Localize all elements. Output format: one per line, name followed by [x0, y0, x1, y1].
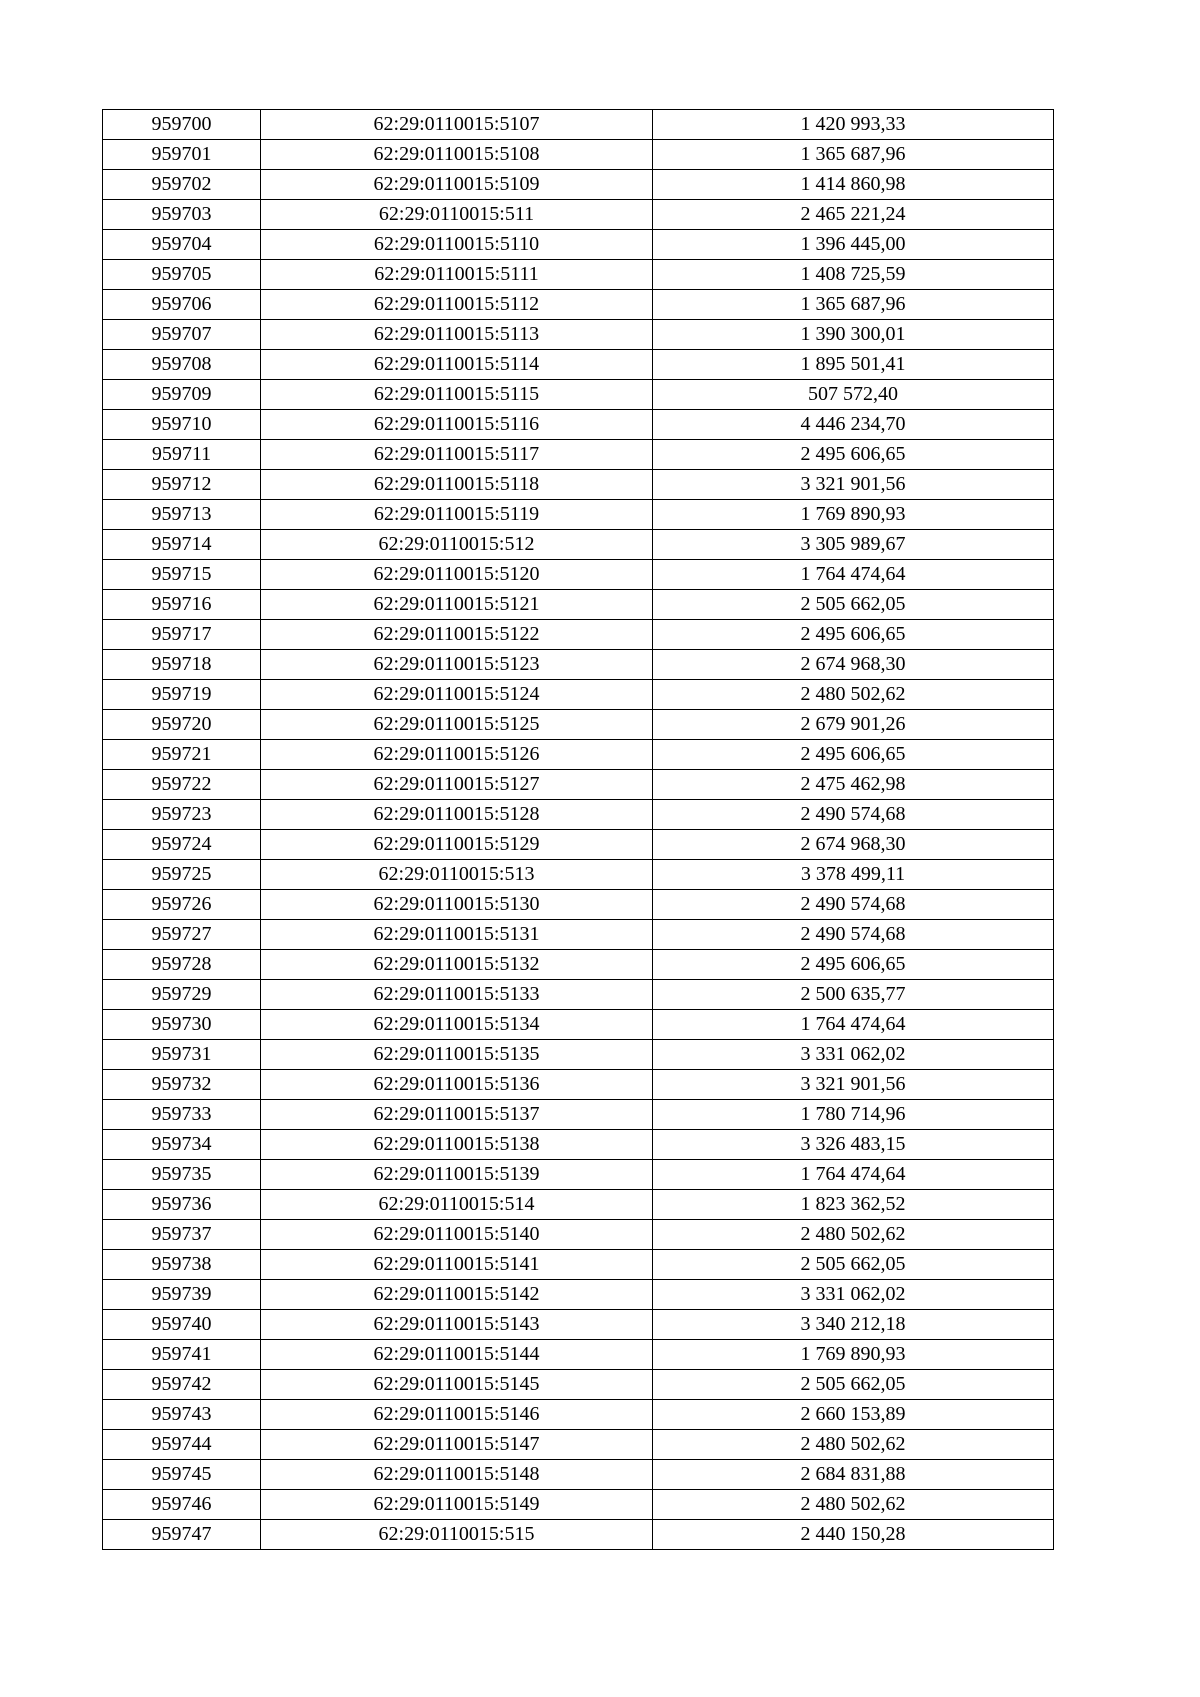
table-row [103, 980, 1054, 1010]
row-number-cell: 959709 [103, 380, 261, 410]
cadastral-value-cell: 3 340 212,18 [653, 1310, 1054, 1340]
cadastral-number-cell: 62:29:0110015:5137 [261, 1100, 653, 1130]
row-number-cell: 959728 [103, 950, 261, 980]
cadastral-number-cell: 62:29:0110015:514 [261, 1190, 653, 1220]
row-number-cell: 959743 [103, 1400, 261, 1430]
cadastral-value-cell: 2 674 968,30 [653, 830, 1054, 860]
table-row [103, 620, 1054, 650]
cadastral-value-cell: 2 480 502,62 [653, 1430, 1054, 1460]
row-number-cell: 959744 [103, 1430, 261, 1460]
row-number-cell: 959715 [103, 560, 261, 590]
table-row [103, 260, 1054, 290]
cadastral-value-cell: 2 490 574,68 [653, 800, 1054, 830]
cadastral-number-cell: 62:29:0110015:5131 [261, 920, 653, 950]
table-row [103, 1220, 1054, 1250]
cadastral-number-cell: 62:29:0110015:5142 [261, 1280, 653, 1310]
cadastral-number-cell: 62:29:0110015:5136 [261, 1070, 653, 1100]
cadastral-value-cell: 507 572,40 [653, 380, 1054, 410]
row-number-cell: 959710 [103, 410, 261, 440]
cadastral-value-cell: 1 414 860,98 [653, 170, 1054, 200]
row-number-cell: 959740 [103, 1310, 261, 1340]
cadastral-number-cell: 62:29:0110015:515 [261, 1520, 653, 1550]
row-number-cell: 959724 [103, 830, 261, 860]
cadastral-number-cell: 62:29:0110015:5146 [261, 1400, 653, 1430]
table-row [103, 740, 1054, 770]
table-row [103, 1250, 1054, 1280]
table-row [103, 1490, 1054, 1520]
row-number-cell: 959708 [103, 350, 261, 380]
table-row [103, 590, 1054, 620]
cadastral-number-cell: 62:29:0110015:5107 [261, 110, 653, 140]
table-row [103, 110, 1054, 140]
cadastral-number-cell: 62:29:0110015:5128 [261, 800, 653, 830]
cadastral-number-cell: 62:29:0110015:5133 [261, 980, 653, 1010]
table-row [103, 830, 1054, 860]
cadastral-value-cell: 2 480 502,62 [653, 1490, 1054, 1520]
row-number-cell: 959731 [103, 1040, 261, 1070]
cadastral-value-cell: 1 764 474,64 [653, 1160, 1054, 1190]
cadastral-number-cell: 62:29:0110015:5122 [261, 620, 653, 650]
cadastral-number-cell: 62:29:0110015:5112 [261, 290, 653, 320]
cadastral-number-cell: 62:29:0110015:5121 [261, 590, 653, 620]
cadastral-number-cell: 62:29:0110015:5114 [261, 350, 653, 380]
row-number-cell: 959702 [103, 170, 261, 200]
cadastral-value-cell: 1 390 300,01 [653, 320, 1054, 350]
table-row [103, 1100, 1054, 1130]
cadastral-value-cell: 1 764 474,64 [653, 560, 1054, 590]
cadastral-number-cell: 62:29:0110015:5110 [261, 230, 653, 260]
cadastral-value-cell: 1 780 714,96 [653, 1100, 1054, 1130]
cadastral-value-cell: 2 505 662,05 [653, 590, 1054, 620]
table-row [103, 1040, 1054, 1070]
cadastral-value-cell: 2 440 150,28 [653, 1520, 1054, 1550]
cadastral-number-cell: 62:29:0110015:5124 [261, 680, 653, 710]
cadastral-number-cell: 62:29:0110015:5117 [261, 440, 653, 470]
cadastral-number-cell: 62:29:0110015:5116 [261, 410, 653, 440]
row-number-cell: 959735 [103, 1160, 261, 1190]
cadastral-value-cell: 2 465 221,24 [653, 200, 1054, 230]
row-number-cell: 959742 [103, 1370, 261, 1400]
table-row [103, 1460, 1054, 1490]
cadastral-value-cell: 2 495 606,65 [653, 620, 1054, 650]
table-row [103, 650, 1054, 680]
cadastral-value-table [102, 109, 1054, 1550]
row-number-cell: 959706 [103, 290, 261, 320]
row-number-cell: 959725 [103, 860, 261, 890]
cadastral-number-cell: 62:29:0110015:5135 [261, 1040, 653, 1070]
table-row [103, 1160, 1054, 1190]
cadastral-value-cell: 2 480 502,62 [653, 1220, 1054, 1250]
row-number-cell: 959726 [103, 890, 261, 920]
cadastral-number-cell: 62:29:0110015:5130 [261, 890, 653, 920]
cadastral-number-cell: 62:29:0110015:5147 [261, 1430, 653, 1460]
table-row [103, 470, 1054, 500]
row-number-cell: 959734 [103, 1130, 261, 1160]
row-number-cell: 959720 [103, 710, 261, 740]
table-row [103, 140, 1054, 170]
table-row [103, 200, 1054, 230]
row-number-cell: 959747 [103, 1520, 261, 1550]
cadastral-value-cell: 3 331 062,02 [653, 1040, 1054, 1070]
table-row [103, 350, 1054, 380]
row-number-cell: 959732 [103, 1070, 261, 1100]
row-number-cell: 959701 [103, 140, 261, 170]
table-row [103, 500, 1054, 530]
table-row [103, 230, 1054, 260]
cadastral-value-cell: 2 495 606,65 [653, 440, 1054, 470]
cadastral-value-cell: 2 495 606,65 [653, 740, 1054, 770]
cadastral-value-cell: 4 446 234,70 [653, 410, 1054, 440]
cadastral-value-cell: 2 505 662,05 [653, 1250, 1054, 1280]
cadastral-value-cell: 1 823 362,52 [653, 1190, 1054, 1220]
row-number-cell: 959716 [103, 590, 261, 620]
cadastral-number-cell: 62:29:0110015:5115 [261, 380, 653, 410]
row-number-cell: 959707 [103, 320, 261, 350]
cadastral-number-cell: 62:29:0110015:5108 [261, 140, 653, 170]
cadastral-number-cell: 62:29:0110015:511 [261, 200, 653, 230]
row-number-cell: 959722 [103, 770, 261, 800]
cadastral-value-cell: 2 684 831,88 [653, 1460, 1054, 1490]
table-row [103, 1400, 1054, 1430]
cadastral-number-cell: 62:29:0110015:5123 [261, 650, 653, 680]
cadastral-value-cell: 1 895 501,41 [653, 350, 1054, 380]
table-row [103, 1130, 1054, 1160]
cadastral-number-cell: 62:29:0110015:5126 [261, 740, 653, 770]
cadastral-value-cell: 2 500 635,77 [653, 980, 1054, 1010]
table-row [103, 320, 1054, 350]
cadastral-value-cell: 1 396 445,00 [653, 230, 1054, 260]
cadastral-value-cell: 2 679 901,26 [653, 710, 1054, 740]
cadastral-number-cell: 62:29:0110015:5127 [261, 770, 653, 800]
cadastral-number-cell: 62:29:0110015:5109 [261, 170, 653, 200]
row-number-cell: 959745 [103, 1460, 261, 1490]
cadastral-value-cell: 2 490 574,68 [653, 920, 1054, 950]
table-row [103, 950, 1054, 980]
cadastral-number-cell: 62:29:0110015:5118 [261, 470, 653, 500]
cadastral-number-cell: 62:29:0110015:5132 [261, 950, 653, 980]
table-row [103, 1340, 1054, 1370]
cadastral-value-cell: 2 480 502,62 [653, 680, 1054, 710]
table-row [103, 800, 1054, 830]
row-number-cell: 959729 [103, 980, 261, 1010]
cadastral-value-cell: 3 331 062,02 [653, 1280, 1054, 1310]
cadastral-number-cell: 62:29:0110015:5125 [261, 710, 653, 740]
cadastral-number-cell: 62:29:0110015:5129 [261, 830, 653, 860]
row-number-cell: 959721 [103, 740, 261, 770]
row-number-cell: 959736 [103, 1190, 261, 1220]
table-row [103, 1310, 1054, 1340]
cadastral-number-cell: 62:29:0110015:5149 [261, 1490, 653, 1520]
row-number-cell: 959713 [103, 500, 261, 530]
row-number-cell: 959704 [103, 230, 261, 260]
cadastral-value-cell: 3 378 499,11 [653, 860, 1054, 890]
cadastral-value-cell: 2 505 662,05 [653, 1370, 1054, 1400]
table-row [103, 440, 1054, 470]
cadastral-value-cell: 3 321 901,56 [653, 1070, 1054, 1100]
table-row [103, 1370, 1054, 1400]
row-number-cell: 959738 [103, 1250, 261, 1280]
cadastral-value-cell: 1 420 993,33 [653, 110, 1054, 140]
table-row [103, 1010, 1054, 1040]
cadastral-value-cell: 1 769 890,93 [653, 1340, 1054, 1370]
cadastral-value-cell: 1 769 890,93 [653, 500, 1054, 530]
cadastral-number-cell: 62:29:0110015:513 [261, 860, 653, 890]
table-row [103, 560, 1054, 590]
row-number-cell: 959733 [103, 1100, 261, 1130]
row-number-cell: 959718 [103, 650, 261, 680]
table-row [103, 380, 1054, 410]
cadastral-value-cell: 2 475 462,98 [653, 770, 1054, 800]
cadastral-value-cell: 2 495 606,65 [653, 950, 1054, 980]
row-number-cell: 959712 [103, 470, 261, 500]
row-number-cell: 959717 [103, 620, 261, 650]
row-number-cell: 959737 [103, 1220, 261, 1250]
row-number-cell: 959739 [103, 1280, 261, 1310]
cadastral-value-cell: 1 365 687,96 [653, 140, 1054, 170]
cadastral-number-cell: 62:29:0110015:5140 [261, 1220, 653, 1250]
row-number-cell: 959711 [103, 440, 261, 470]
cadastral-value-cell: 1 764 474,64 [653, 1010, 1054, 1040]
table-row [103, 290, 1054, 320]
cadastral-number-cell: 62:29:0110015:512 [261, 530, 653, 560]
table-row [103, 1280, 1054, 1310]
table-row [103, 680, 1054, 710]
cadastral-number-cell: 62:29:0110015:5144 [261, 1340, 653, 1370]
cadastral-number-cell: 62:29:0110015:5139 [261, 1160, 653, 1190]
row-number-cell: 959719 [103, 680, 261, 710]
table-row [103, 920, 1054, 950]
table-row [103, 770, 1054, 800]
cadastral-number-cell: 62:29:0110015:5145 [261, 1370, 653, 1400]
cadastral-number-cell: 62:29:0110015:5119 [261, 500, 653, 530]
table-body [103, 110, 1054, 1550]
row-number-cell: 959700 [103, 110, 261, 140]
row-number-cell: 959705 [103, 260, 261, 290]
row-number-cell: 959727 [103, 920, 261, 950]
table-row [103, 860, 1054, 890]
cadastral-number-cell: 62:29:0110015:5111 [261, 260, 653, 290]
row-number-cell: 959741 [103, 1340, 261, 1370]
cadastral-value-cell: 2 660 153,89 [653, 1400, 1054, 1430]
row-number-cell: 959730 [103, 1010, 261, 1040]
row-number-cell: 959723 [103, 800, 261, 830]
cadastral-value-cell: 3 326 483,15 [653, 1130, 1054, 1160]
cadastral-value-cell: 1 408 725,59 [653, 260, 1054, 290]
row-number-cell: 959714 [103, 530, 261, 560]
table-row [103, 1070, 1054, 1100]
cadastral-number-cell: 62:29:0110015:5134 [261, 1010, 653, 1040]
table-row [103, 710, 1054, 740]
row-number-cell: 959746 [103, 1490, 261, 1520]
cadastral-value-cell: 3 321 901,56 [653, 470, 1054, 500]
cadastral-number-cell: 62:29:0110015:5148 [261, 1460, 653, 1490]
cadastral-value-cell: 2 490 574,68 [653, 890, 1054, 920]
cadastral-number-cell: 62:29:0110015:5141 [261, 1250, 653, 1280]
table-row [103, 1430, 1054, 1460]
cadastral-number-cell: 62:29:0110015:5113 [261, 320, 653, 350]
table-row [103, 890, 1054, 920]
cadastral-value-cell: 1 365 687,96 [653, 290, 1054, 320]
cadastral-value-cell: 2 674 968,30 [653, 650, 1054, 680]
table-row [103, 530, 1054, 560]
cadastral-number-cell: 62:29:0110015:5138 [261, 1130, 653, 1160]
table-row [103, 1520, 1054, 1550]
table-row [103, 170, 1054, 200]
cadastral-number-cell: 62:29:0110015:5143 [261, 1310, 653, 1340]
cadastral-number-cell: 62:29:0110015:5120 [261, 560, 653, 590]
table-row [103, 410, 1054, 440]
row-number-cell: 959703 [103, 200, 261, 230]
cadastral-value-cell: 3 305 989,67 [653, 530, 1054, 560]
table-row [103, 1190, 1054, 1220]
